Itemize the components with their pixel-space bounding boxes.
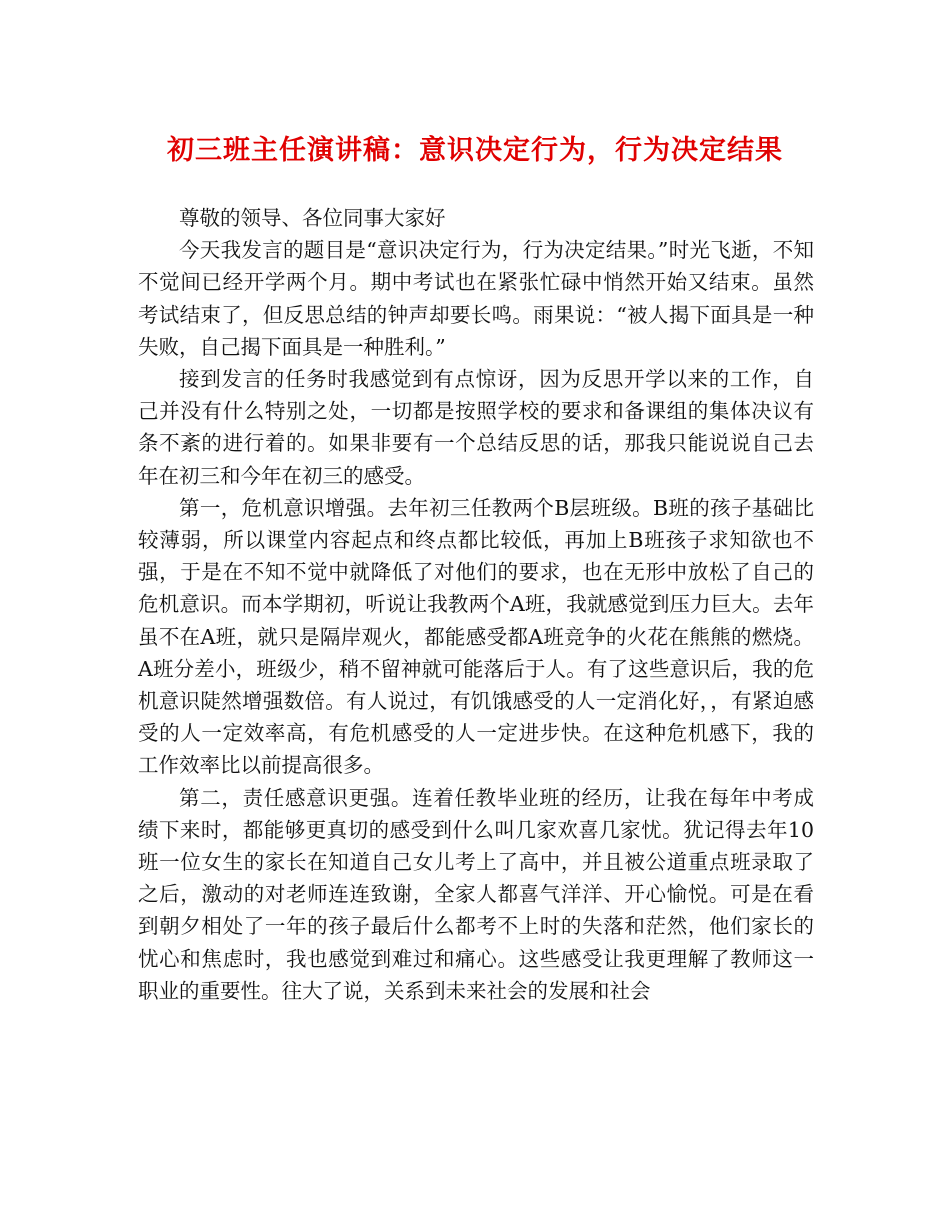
body-paragraph: 第一，危机意识增强。去年初三任教两个B层班级。B班的孩子基础比较薄弱，所以课堂内容起点和终点都比较低，再加上B班孩子求知欲也不强，于是在不知不觉中就降低了对他们的要求，也在无形中放松了自己的危机意识。而本学期初，听说让我教两个A班，我就感觉到压力巨大。去年虽不在A班，就只是隔岸观火，都能感受都A班竞争的火花在熊熊的燃烧。A班分差小，班级少，稍不留神就可能落后于人。有了这些意识后，我的危机意识陡然增强数倍。有人说过，有饥饿感受的人一定消化好，，有紧迫感受的人一定效率高，有危机感受的人一定进步快。在这种危机感下，我的工作效率比以前提高很多。: [138, 495, 814, 778]
body-paragraph: 今天我发言的题目是“意识决定行为，行为决定结果。”时光飞逝，不知不觉间已经开学两个月。期中考试也在紧张忙碌中悄然开始又结束。虽然考试结束了，但反思总结的钟声却要长鸣。雨果说：“被人揭下面具是一种失败，自己揭下面具是一种胜利。”: [138, 238, 814, 359]
page-title: 初三班主任演讲稿：意识决定行为，行为决定结果: [167, 135, 783, 166]
document-body: [138, 202, 814, 1007]
body-paragraph: 第二，责任感意识更强。连着任教毕业班的经历，让我在每年中考成绩下来时，都能够更真切的感受到什么叫几家欢喜几家忧。犹记得去年10班一位女生的家长在知道自己女儿考上了高中，并且被公道重点班录取了之后，激动的对老师连连致谢，全家人都喜气洋洋、开心愉悦。可是在看到朝夕相处了一年的孩子最后什么都考不上时的失落和茫然，他们家长的忧心和焦虑时，我也感觉到难过和痛心。这些感受让我更理解了教师这一职业的重要性。往大了说，关系到未来社会的发展和社会: [138, 785, 814, 1003]
body-paragraph: 接到发言的任务时我感觉到有点惊讶，因为反思开学以来的工作，自己并没有什么特别之处，一切都是按照学校的要求和备课组的集体决议有条不紊的进行着的。如果非要有一个总结反思的话，那我只能说说自己去年在初三和今年在初三的感受。: [138, 367, 814, 488]
greeting-paragraph: 尊敬的领导、各位同事大家好: [179, 206, 446, 230]
